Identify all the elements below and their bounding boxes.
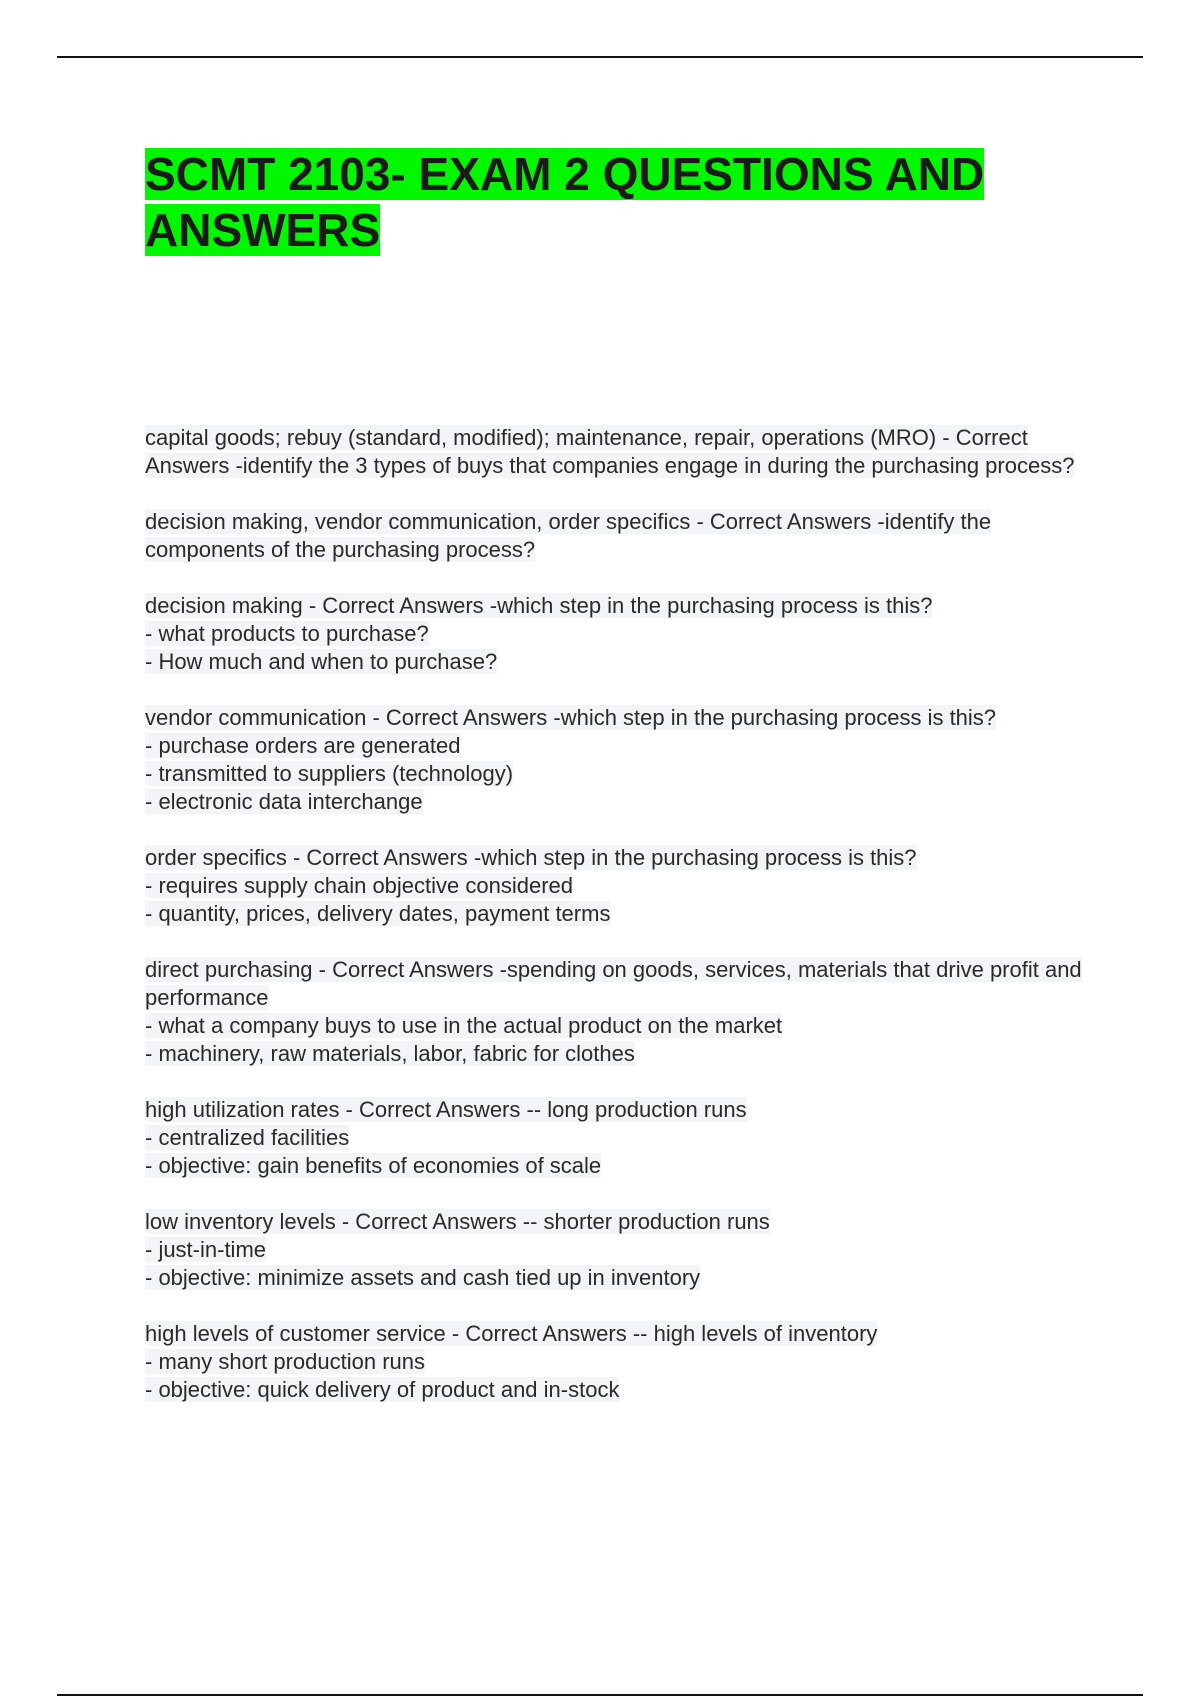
qa-item [145,1096,1105,1180]
qa-line: - objective: gain benefits of economies of scale [145,1153,602,1178]
qa-line: high utilization rates - Correct Answers -- long production runs [145,1097,747,1122]
qa-line: - centralized facilities [145,1125,350,1150]
qa-line: - requires supply chain objective considered [145,873,574,898]
qa-line: - just-in-time [145,1237,267,1262]
qa-item [145,844,1105,928]
qa-line: decision making, vendor communication, order specifics - Correct Answers -identify the components of the purchasing process? [145,509,992,562]
qa-line: - How much and when to purchase? [145,649,498,674]
qa-line: - machinery, raw materials, labor, fabric for clothes [145,1041,635,1066]
qa-line: - many short production runs [145,1349,426,1374]
qa-line: - what a company buys to use in the actual product on the market [145,1013,783,1038]
qa-line: - purchase orders are generated [145,733,461,758]
qa-line: low inventory levels - Correct Answers -- shorter production runs [145,1209,770,1234]
qa-line: - objective: minimize assets and cash tied up in inventory [145,1265,701,1290]
qa-line: decision making - Correct Answers -which step in the purchasing process is this? [145,593,933,618]
qa-line: - what products to purchase? [145,621,429,646]
qa-line: high levels of customer service - Correct Answers -- high levels of inventory [145,1321,878,1346]
qa-item [145,424,1105,480]
qa-line: vendor communication - Correct Answers -which step in the purchasing process is this? [145,705,997,730]
qa-item [145,592,1105,676]
qa-line: order specifics - Correct Answers -which step in the purchasing process is this? [145,845,917,870]
top-divider [57,56,1143,58]
qa-line: capital goods; rebuy (standard, modified); maintenance, repair, operations (MRO) - Correct Answers -identify the 3 types of buys that companies engage in during the purchasing process? [145,425,1075,478]
qa-item [145,1208,1105,1292]
qa-line: - objective: quick delivery of product and in-stock [145,1377,620,1402]
qa-line: - electronic data interchange [145,789,423,814]
qa-item [145,704,1105,816]
document-title [145,146,1065,258]
qa-item [145,508,1105,564]
qa-list [145,424,1105,1432]
document-title-text: SCMT 2103- EXAM 2 QUESTIONS AND ANSWERS [145,148,985,256]
bottom-divider [57,1694,1143,1696]
qa-line: - quantity, prices, delivery dates, payment terms [145,901,611,926]
qa-item [145,956,1105,1068]
qa-item [145,1320,1105,1404]
qa-line: direct purchasing - Correct Answers -spending on goods, services, materials that drive profit and performance [145,957,1082,1010]
qa-line: - transmitted to suppliers (technology) [145,761,514,786]
